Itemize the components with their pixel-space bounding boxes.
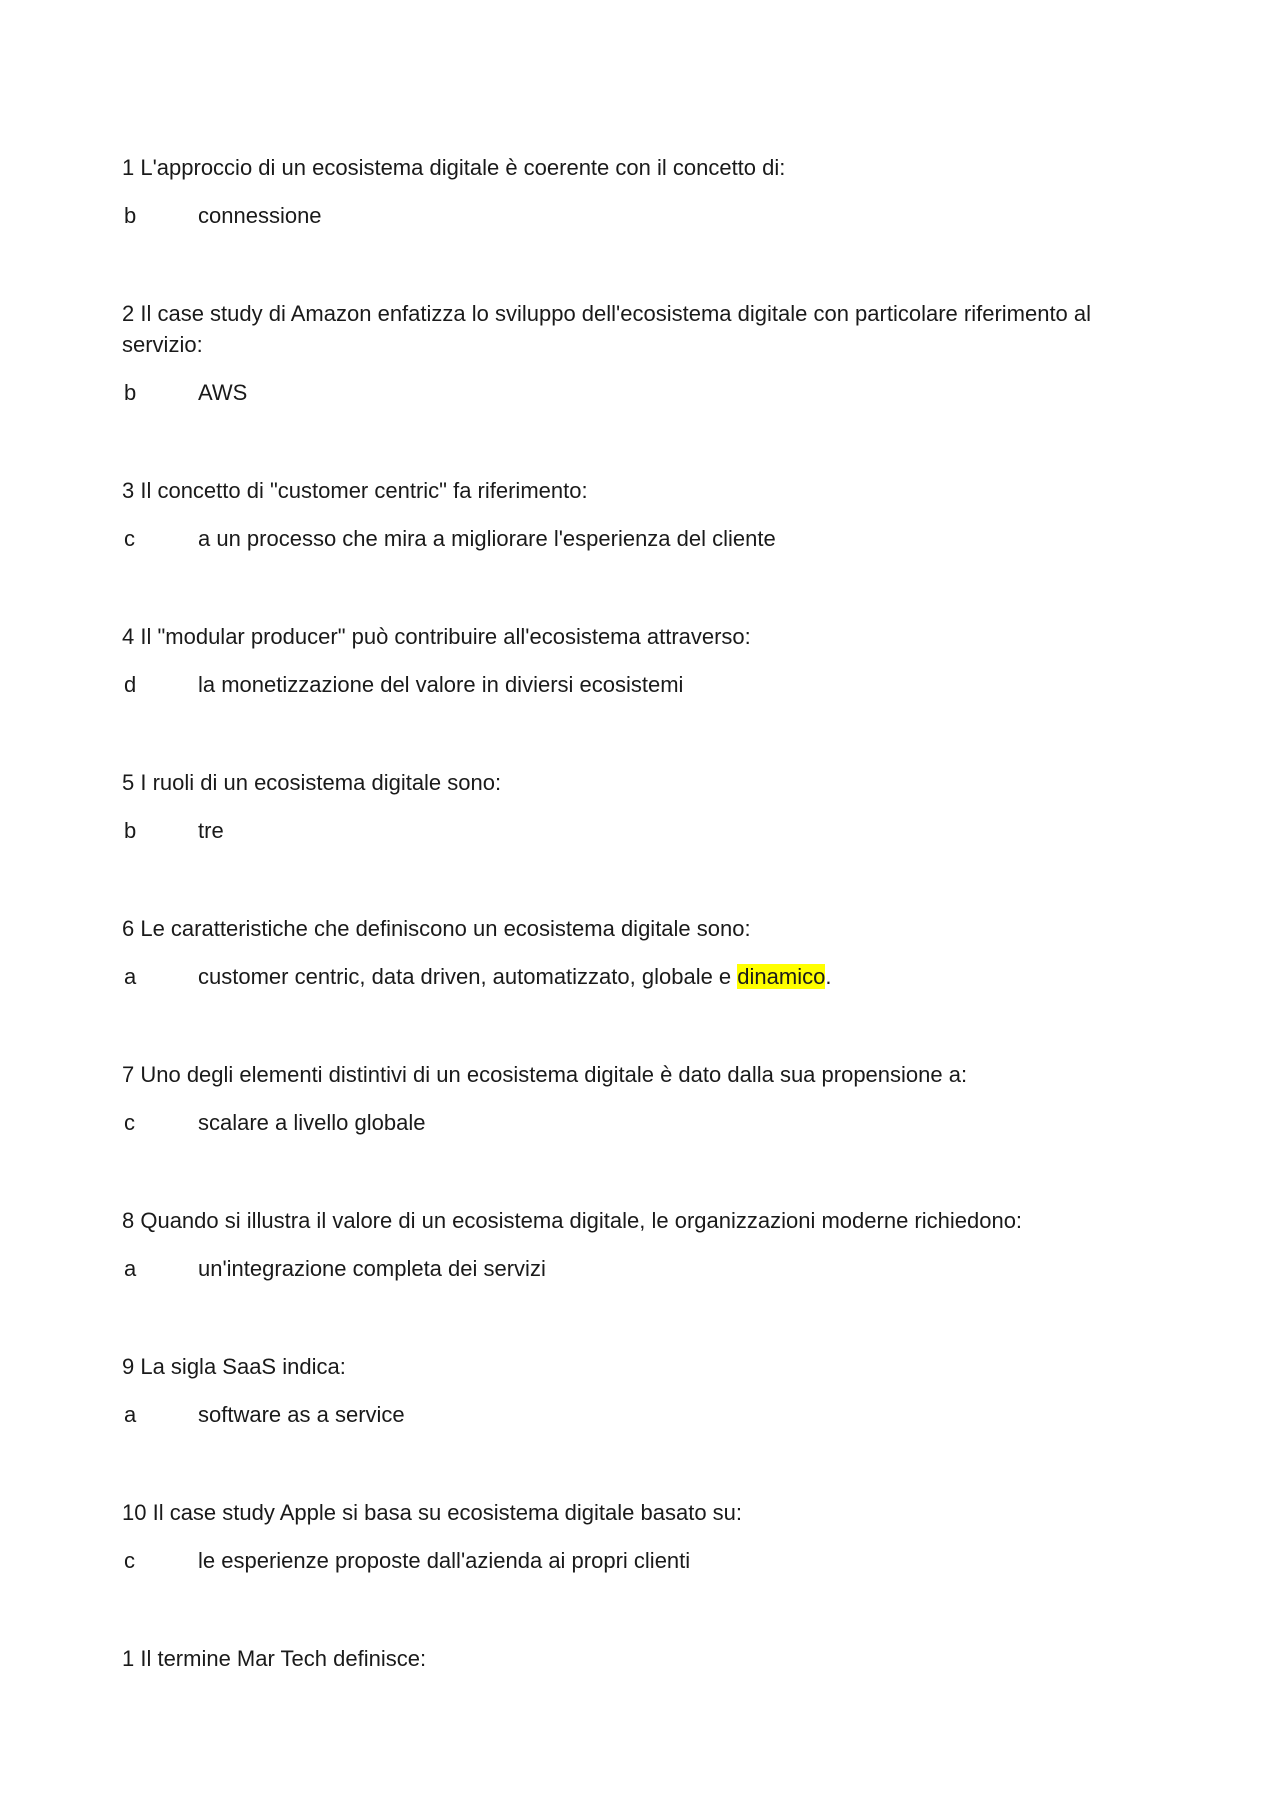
question-text: 7 Uno degli elementi distintivi di un ecosistema digitale è dato dalla sua propensione a:: [122, 1062, 968, 1087]
question-block-10: [122, 1497, 1160, 1576]
answer-letter: d: [124, 672, 137, 697]
answer-text: la monetizzazione del valore in diviersi ecosistemi: [198, 672, 684, 697]
question-block-5: [122, 767, 1160, 846]
answer-row: [122, 815, 1160, 846]
question-text: 9 La sigla SaaS indica:: [122, 1354, 346, 1379]
answer-letter: c: [124, 526, 135, 551]
answer-letter: a: [124, 1402, 137, 1427]
question-block-4: [122, 621, 1160, 700]
question-text: 5 I ruoli di un ecosistema digitale sono:: [122, 770, 502, 795]
answer-row: [122, 1545, 1160, 1576]
answer-row: [122, 523, 1160, 554]
answer-letter: a: [124, 964, 137, 989]
question-block-8: [122, 1205, 1160, 1284]
answer-prefix: customer centric, data driven, automatizzato, globale e: [198, 964, 738, 989]
question-block-1: [122, 152, 1160, 231]
question-text: 3 Il concetto di "customer centric" fa riferimento:: [122, 478, 588, 503]
answer-text: software as a service: [198, 1402, 405, 1427]
answer-row: [122, 200, 1160, 231]
question-block-7: [122, 1059, 1160, 1138]
question-text: 4 Il "modular producer" può contribuire all'ecosistema attraverso:: [122, 624, 751, 649]
question-text: 6 Le caratteristiche che definiscono un ecosistema digitale sono:: [122, 916, 751, 941]
answer-row: [122, 1253, 1160, 1284]
answer-text: AWS: [198, 380, 248, 405]
answer-letter: b: [124, 380, 137, 405]
question-block-6: [122, 913, 1160, 992]
answer-row: [122, 1399, 1160, 1430]
answer-letter: b: [124, 203, 137, 228]
question-text: 1 L'approccio di un ecosistema digitale è coerente con il concetto di:: [122, 155, 786, 180]
answer-text: connessione: [198, 203, 322, 228]
answer-text: le esperienze proposte dall'azienda ai propri clienti: [198, 1548, 691, 1573]
question-block-9: [122, 1351, 1160, 1430]
question-text: 1 Il termine Mar Tech definisce:: [122, 1646, 427, 1671]
answer-text: [198, 961, 1160, 992]
answer-text: scalare a livello globale: [198, 1110, 426, 1135]
question-text: 8 Quando si illustra il valore di un ecosistema digitale, le organizzazioni moderne richiedono:: [122, 1208, 1023, 1233]
answer-letter: c: [124, 1548, 135, 1573]
question-block-final: [122, 1643, 1160, 1674]
answer-suffix: .: [825, 964, 832, 989]
answer-row: [122, 961, 1160, 992]
question-block-3: [122, 475, 1160, 554]
question-text: 10 Il case study Apple si basa su ecosistema digitale basato su:: [122, 1500, 743, 1525]
answer-row: [122, 377, 1160, 408]
question-block-2: [122, 298, 1160, 408]
answer-text: a un processo che mira a migliorare l'esperienza del cliente: [198, 526, 776, 551]
answer-letter: b: [124, 818, 137, 843]
answer-row: [122, 1107, 1160, 1138]
answer-letter: c: [124, 1110, 135, 1135]
answer-text: tre: [198, 818, 224, 843]
answer-letter: a: [124, 1256, 137, 1281]
answer-row: [122, 669, 1160, 700]
answer-text: un'integrazione completa dei servizi: [198, 1256, 546, 1281]
highlighted-word: dinamico: [737, 964, 826, 989]
question-text: 2 Il case study di Amazon enfatizza lo sviluppo dell'ecosistema digitale con particolare riferimento al servizio:: [122, 301, 1092, 357]
